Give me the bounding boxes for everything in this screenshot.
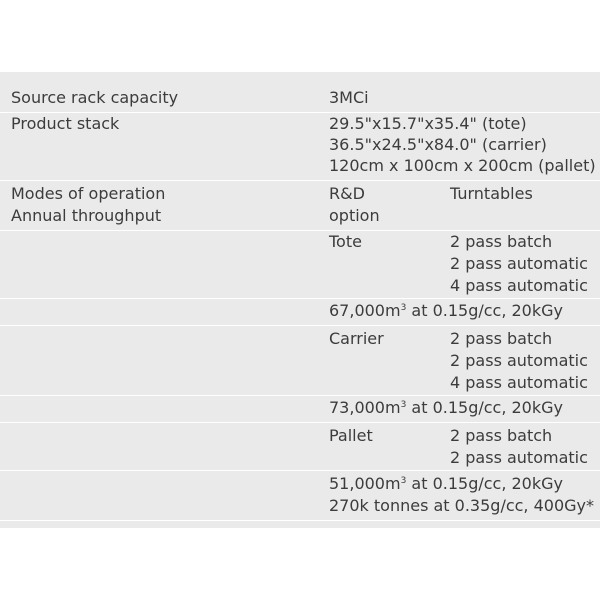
- pallet-throughput: $51,000m^3$ at 0.15g/cc, 20kGy: [329, 474, 563, 493]
- source-rack-label: Source rack capacity: [11, 88, 179, 107]
- tote-pass-2: 2 pass automatic: [450, 254, 588, 273]
- tote-label: Tote: [329, 232, 362, 251]
- pallet-label: Pallet: [329, 426, 373, 445]
- carrier-label: Carrier: [329, 329, 384, 348]
- row-tote-throughput: [0, 299, 600, 326]
- row-pallet: [0, 423, 600, 471]
- row-carrier-throughput: [0, 396, 600, 423]
- product-stack-carrier: 36.5"x24.5"x84.0" (carrier): [329, 135, 547, 154]
- row-modes-header: [0, 181, 600, 231]
- row-product-stack: [0, 113, 600, 181]
- carrier-pass-2: 2 pass automatic: [450, 351, 588, 370]
- specs-table: [0, 72, 600, 528]
- tote-pass-3: 4 pass automatic: [450, 276, 588, 295]
- row-pallet-throughput: [0, 471, 600, 521]
- product-stack-label: Product stack: [11, 114, 120, 133]
- pallet-pass-2: 2 pass automatic: [450, 448, 588, 467]
- modes-label: Modes of operation: [11, 184, 166, 203]
- carrier-pass-1: 2 pass batch: [450, 329, 553, 348]
- tote-throughput: $67,000m^3$ at 0.15g/cc, 20kGy: [329, 301, 563, 320]
- turntables-label: Turntables: [450, 184, 533, 203]
- option-label: option: [329, 206, 380, 225]
- pallet-throughput-tonnes: 270k tonnes at 0.35g/cc, 400Gy*: [329, 496, 595, 515]
- tote-pass-1: 2 pass batch: [450, 232, 553, 251]
- pallet-pass-1: 2 pass batch: [450, 426, 553, 445]
- row-carrier: [0, 326, 600, 396]
- product-stack-pallet: 120cm x 100cm x 200cm (pallet): [329, 156, 596, 175]
- product-stack-tote: 29.5"x15.7"x35.4" (tote): [329, 114, 527, 133]
- rd-label: R&D: [329, 184, 365, 203]
- source-rack-value: 3MCi: [329, 88, 369, 107]
- carrier-throughput: $73,000m^3$ at 0.15g/cc, 20kGy: [329, 398, 563, 417]
- row-tote: [0, 231, 600, 299]
- throughput-label: Annual throughput: [11, 206, 162, 225]
- carrier-pass-3: 4 pass automatic: [450, 373, 588, 392]
- row-source-rack: [0, 85, 600, 113]
